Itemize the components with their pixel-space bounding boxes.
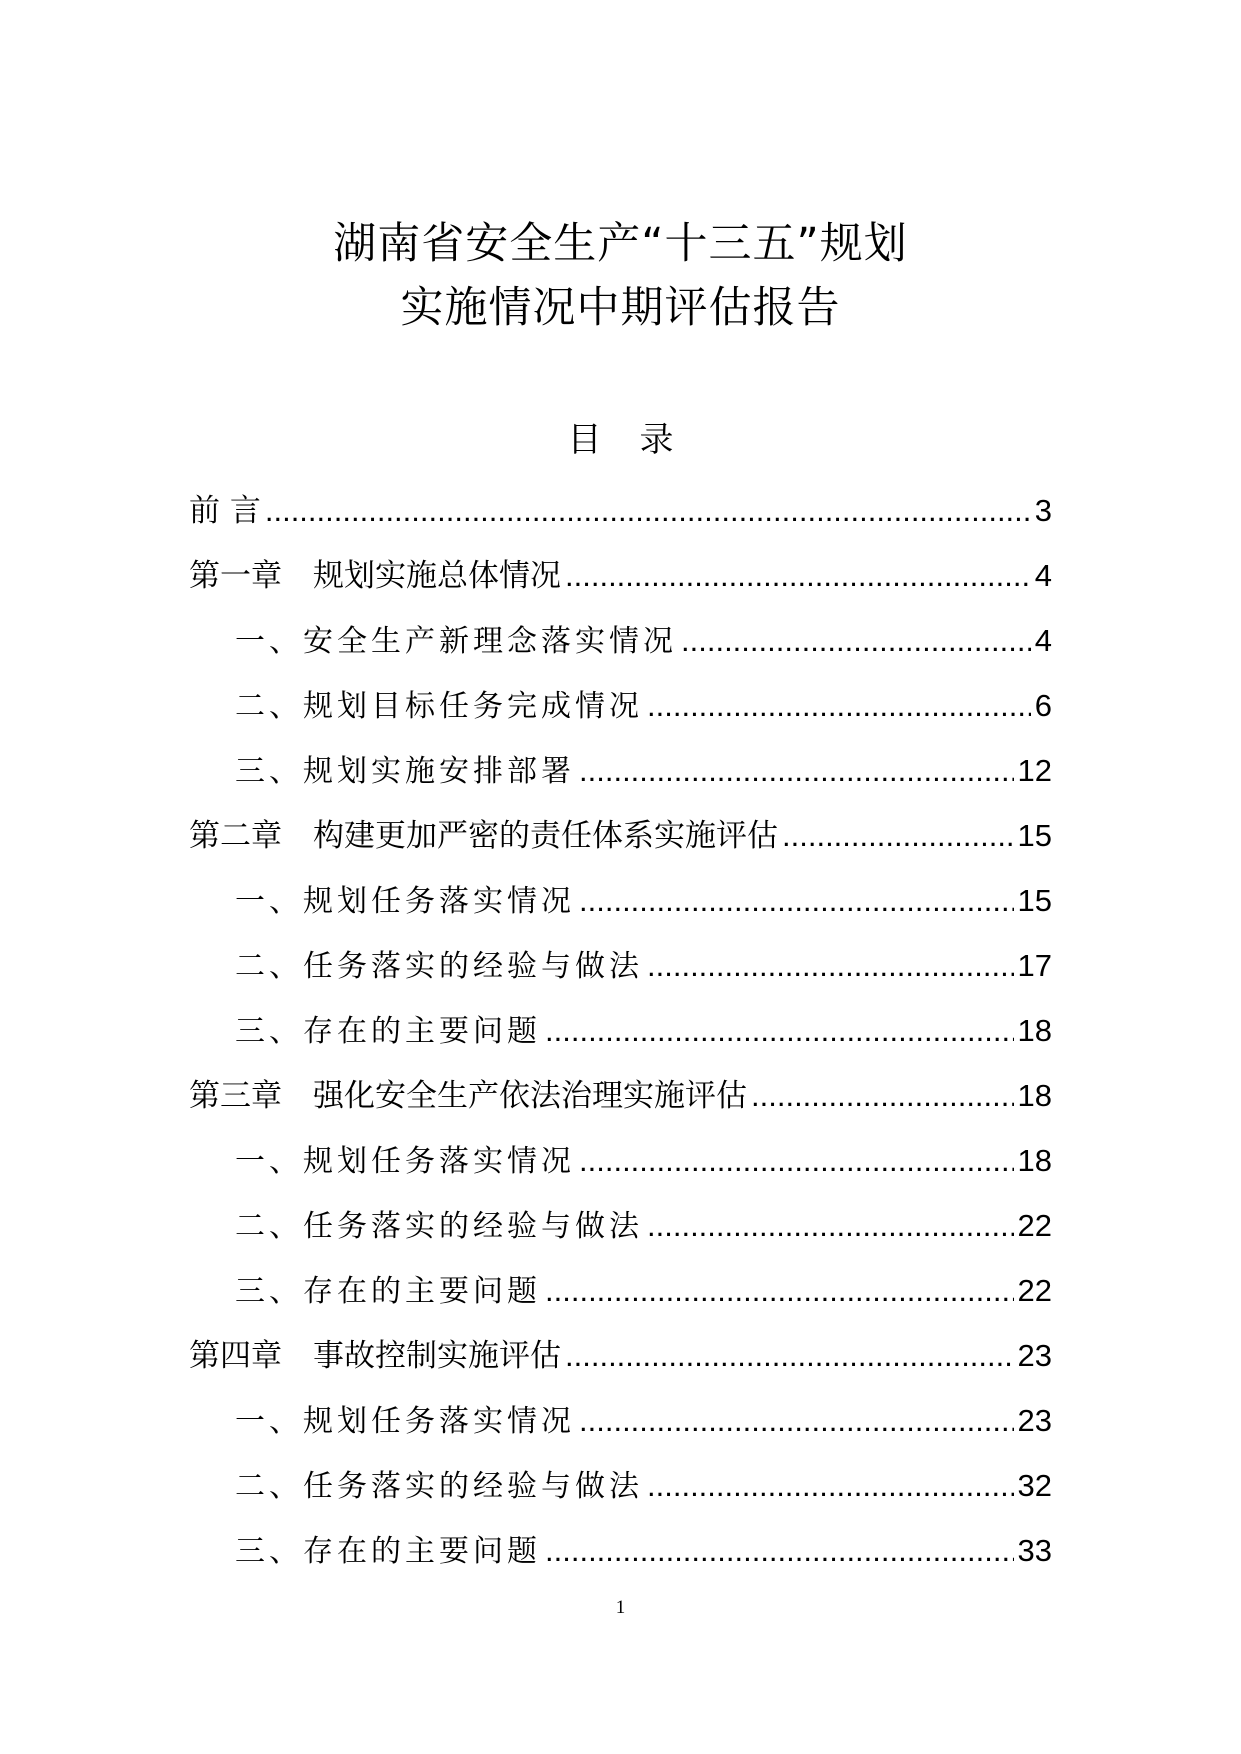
toc-entry-title: 三、存在的主要问题: [235, 1274, 541, 1309]
toc-entry-title: 二、任务落实的经验与做法: [235, 949, 643, 984]
toc-dot-leader: [565, 549, 1031, 603]
toc-dot-leader: [751, 1069, 1014, 1123]
toc-entry[interactable]: [189, 1004, 1052, 1069]
toc-entry-page: 23: [1017, 1338, 1052, 1373]
toc-dot-leader: [579, 874, 1014, 928]
toc-dot-leader: [579, 1394, 1014, 1448]
toc-entry-page: 3: [1034, 493, 1052, 528]
toc-entry[interactable]: [189, 1199, 1052, 1264]
toc-heading: 目录: [567, 420, 712, 460]
toc-entry-page: 18: [1017, 1078, 1052, 1113]
toc-entry-page: 22: [1017, 1273, 1052, 1308]
document-title: [0, 212, 1241, 340]
toc-dot-leader: [579, 1134, 1014, 1188]
toc-entry-page: 15: [1017, 818, 1052, 853]
toc-entry-title: 二、规划目标任务完成情况: [235, 689, 643, 724]
toc-entry[interactable]: [189, 549, 1052, 614]
toc-entry-title: 三、规划实施安排部署: [235, 754, 575, 789]
title-line-1: 湖南省安全生产“十三五”规划: [333, 219, 908, 269]
toc-dot-leader: [265, 484, 1031, 538]
toc-entry[interactable]: [189, 809, 1052, 874]
toc-entry-title: 三、存在的主要问题: [235, 1014, 541, 1049]
toc-entry-page: 18: [1017, 1143, 1052, 1178]
table-of-contents: [189, 484, 1052, 1589]
toc-entry-title: 第四章 事故控制实施评估: [189, 1338, 561, 1374]
toc-entry[interactable]: [189, 1069, 1052, 1134]
toc-entry-title: 三、存在的主要问题: [235, 1534, 541, 1569]
toc-entry-page: 12: [1017, 753, 1052, 788]
toc-entry[interactable]: [189, 614, 1052, 679]
toc-dot-leader: [647, 939, 1014, 993]
toc-entry-title: 第二章 构建更加严密的责任体系实施评估: [189, 818, 778, 854]
toc-dot-leader: [565, 1329, 1014, 1383]
toc-entry-page: 23: [1017, 1403, 1052, 1438]
toc-dot-leader: [647, 1199, 1014, 1253]
toc-entry-page: 17: [1017, 948, 1052, 983]
toc-entry-page: 6: [1034, 688, 1052, 723]
toc-entry-page: 4: [1034, 623, 1052, 658]
toc-entry[interactable]: [189, 1134, 1052, 1199]
toc-dot-leader: [647, 1459, 1014, 1513]
toc-entry[interactable]: [189, 1524, 1052, 1589]
toc-entry-title: 第三章 强化安全生产依法治理实施评估: [189, 1078, 747, 1114]
toc-dot-leader: [681, 614, 1031, 668]
toc-entry-page: 32: [1017, 1468, 1052, 1503]
toc-entry[interactable]: [189, 874, 1052, 939]
toc-entry-title: 第一章 规划实施总体情况: [189, 558, 561, 594]
toc-entry[interactable]: [189, 484, 1052, 549]
toc-dot-leader: [782, 809, 1014, 863]
toc-entry[interactable]: [189, 1329, 1052, 1394]
toc-dot-leader: [545, 1524, 1014, 1578]
toc-entry[interactable]: [189, 939, 1052, 1004]
toc-entry-title: 一、安全生产新理念落实情况: [235, 624, 677, 659]
toc-entry-title: 前 言: [189, 493, 261, 529]
toc-entry[interactable]: [189, 744, 1052, 809]
toc-entry-title: 一、规划任务落实情况: [235, 1144, 575, 1179]
toc-dot-leader: [647, 679, 1031, 733]
toc-entry-page: 33: [1017, 1533, 1052, 1568]
page-number: 1: [615, 1597, 626, 1618]
toc-entry-title: 一、规划任务落实情况: [235, 1404, 575, 1439]
toc-entry-title: 二、任务落实的经验与做法: [235, 1469, 643, 1504]
toc-entry[interactable]: [189, 1394, 1052, 1459]
toc-dot-leader: [545, 1004, 1014, 1058]
toc-dot-leader: [545, 1264, 1014, 1318]
toc-entry-page: 18: [1017, 1013, 1052, 1048]
toc-entry[interactable]: [189, 1264, 1052, 1329]
toc-entry-title: 一、规划任务落实情况: [235, 884, 575, 919]
toc-dot-leader: [579, 744, 1014, 798]
toc-entry[interactable]: [189, 1459, 1052, 1524]
toc-entry-page: 15: [1017, 883, 1052, 918]
toc-entry[interactable]: [189, 679, 1052, 744]
toc-entry-page: 4: [1034, 558, 1052, 593]
toc-entry-title: 二、任务落实的经验与做法: [235, 1209, 643, 1244]
title-line-2: 实施情况中期评估报告: [400, 283, 841, 333]
toc-entry-page: 22: [1017, 1208, 1052, 1243]
